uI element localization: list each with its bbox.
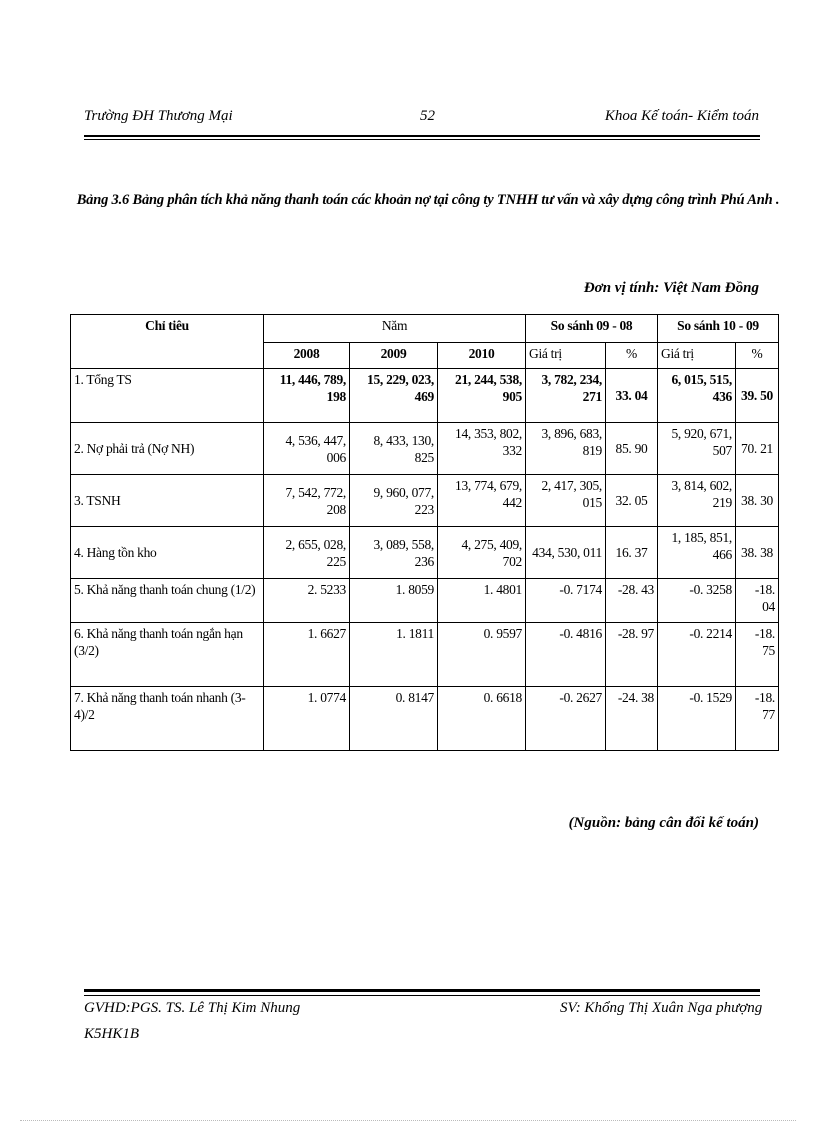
header-school: Trường ĐH Thương Mại bbox=[84, 108, 233, 124]
header-2008: 2008 bbox=[264, 343, 350, 369]
cell-pct-10-09: 38. 38 bbox=[736, 527, 779, 579]
cell-2008: 2. 5233 bbox=[264, 579, 350, 623]
table-row bbox=[71, 423, 779, 475]
cell-value-10-09: 6, 015, 515, 436 bbox=[658, 369, 736, 423]
header-year: Năm bbox=[264, 315, 526, 343]
table-row bbox=[71, 687, 779, 751]
cell-pct-09-08: 85. 90 bbox=[606, 423, 658, 475]
cell-value-10-09: 1, 185, 851, 466 bbox=[658, 527, 736, 579]
row-label: 7. Khả năng thanh toán nhanh (3-4)/2 bbox=[71, 687, 264, 751]
cell-2008: 1. 0774 bbox=[264, 687, 350, 751]
cell-value-09-08: 434, 530, 011 bbox=[526, 527, 606, 579]
row-label: 2. Nợ phải trả (Nợ NH) bbox=[71, 423, 264, 475]
row-label: 3. TSNH bbox=[71, 475, 264, 527]
cell-2010: 21, 244, 538, 905 bbox=[438, 369, 526, 423]
footer-supervisor: GVHD:PGS. TS. Lê Thị Kim Nhung bbox=[84, 1000, 301, 1016]
row-label: 1. Tổng TS bbox=[71, 369, 264, 423]
header-faculty: Khoa Kế toán- Kiểm toán bbox=[604, 108, 759, 124]
header-compare-10-09: So sánh 10 - 09 bbox=[658, 315, 779, 343]
header-value-09-08: Giá trị bbox=[526, 343, 606, 369]
table-row bbox=[71, 579, 779, 623]
table-row bbox=[71, 369, 779, 423]
cell-2010: 4, 275, 409, 702 bbox=[438, 527, 526, 579]
cell-value-09-08: 3, 896, 683, 819 bbox=[526, 423, 606, 475]
row-label: 4. Hàng tồn kho bbox=[71, 527, 264, 579]
cell-2008: 4, 536, 447, 006 bbox=[264, 423, 350, 475]
cell-pct-10-09: 39. 50 bbox=[736, 369, 779, 423]
cell-value-10-09: 5, 920, 671, 507 bbox=[658, 423, 736, 475]
cell-value-09-08: 3, 782, 234, 271 bbox=[526, 369, 606, 423]
row-label: 5. Khả năng thanh toán chung (1/2) bbox=[71, 579, 264, 623]
footer-student: SV: Khổng Thị Xuân Nga phượng bbox=[560, 1000, 763, 1016]
cell-value-10-09: -0. 3258 bbox=[658, 579, 736, 623]
cell-value-09-08: 2, 417, 305, 015 bbox=[526, 475, 606, 527]
cell-2009: 1. 1811 bbox=[350, 623, 438, 687]
cell-value-09-08: -0. 2627 bbox=[526, 687, 606, 751]
footer-rule-thin bbox=[84, 995, 760, 996]
header-2010: 2010 bbox=[438, 343, 526, 369]
unit-label: Đơn vị tính: Việt Nam Đồng bbox=[583, 280, 759, 296]
cell-2009: 3, 089, 558, 236 bbox=[350, 527, 438, 579]
cell-pct-09-08: -28. 97 bbox=[606, 623, 658, 687]
footer-rule bbox=[84, 989, 760, 992]
analysis-table bbox=[70, 314, 779, 751]
table-row bbox=[71, 475, 779, 527]
cell-value-09-08: -0. 7174 bbox=[526, 579, 606, 623]
cell-pct-10-09: 38. 30 bbox=[736, 475, 779, 527]
header-indicator: Chỉ tiêu bbox=[71, 315, 264, 369]
header-2009: 2009 bbox=[350, 343, 438, 369]
row-label: 6. Khả năng thanh toán ngắn hạn (3/2) bbox=[71, 623, 264, 687]
page-bottom-border bbox=[20, 1120, 796, 1121]
cell-2009: 0. 8147 bbox=[350, 687, 438, 751]
header-pct-10-09: % bbox=[736, 343, 779, 369]
source-note: (Nguồn: bảng cân đối kế toán) bbox=[568, 815, 759, 831]
cell-pct-09-08: 32. 05 bbox=[606, 475, 658, 527]
cell-2008: 11, 446, 789, 198 bbox=[264, 369, 350, 423]
cell-2010: 0. 9597 bbox=[438, 623, 526, 687]
cell-2008: 2, 655, 028, 225 bbox=[264, 527, 350, 579]
header-rule bbox=[84, 135, 760, 137]
cell-2010: 14, 353, 802, 332 bbox=[438, 423, 526, 475]
header-rule-thin bbox=[84, 139, 760, 140]
cell-pct-09-08: 33. 04 bbox=[606, 369, 658, 423]
header-compare-09-08: So sánh 09 - 08 bbox=[526, 315, 658, 343]
cell-2009: 15, 229, 023, 469 bbox=[350, 369, 438, 423]
cell-2008: 1. 6627 bbox=[264, 623, 350, 687]
cell-pct-09-08: -24. 38 bbox=[606, 687, 658, 751]
table-row bbox=[71, 623, 779, 687]
table-caption: Bảng 3.6 Bảng phân tích khả năng thanh toán các khoản nợ tại công ty TNHH tư vấn và xây dựng công trình Phú Anh . bbox=[76, 192, 780, 208]
cell-pct-10-09: -18. 04 bbox=[736, 579, 779, 623]
cell-2009: 8, 433, 130, 825 bbox=[350, 423, 438, 475]
cell-pct-09-08: -28. 43 bbox=[606, 579, 658, 623]
cell-pct-10-09: -18. 75 bbox=[736, 623, 779, 687]
cell-2010: 13, 774, 679, 442 bbox=[438, 475, 526, 527]
page-number: 52 bbox=[420, 108, 435, 124]
cell-2009: 9, 960, 077, 223 bbox=[350, 475, 438, 527]
cell-value-10-09: 3, 814, 602, 219 bbox=[658, 475, 736, 527]
header-value-10-09: Giá trị bbox=[658, 343, 736, 369]
footer-class: K5HK1B bbox=[84, 1026, 140, 1042]
cell-2010: 1. 4801 bbox=[438, 579, 526, 623]
cell-2009: 1. 8059 bbox=[350, 579, 438, 623]
cell-pct-10-09: 70. 21 bbox=[736, 423, 779, 475]
cell-value-10-09: -0. 1529 bbox=[658, 687, 736, 751]
cell-pct-10-09: -18. 77 bbox=[736, 687, 779, 751]
header-pct-09-08: % bbox=[606, 343, 658, 369]
cell-value-09-08: -0. 4816 bbox=[526, 623, 606, 687]
cell-2010: 0. 6618 bbox=[438, 687, 526, 751]
cell-2008: 7, 542, 772, 208 bbox=[264, 475, 350, 527]
table-row bbox=[71, 527, 779, 579]
cell-value-10-09: -0. 2214 bbox=[658, 623, 736, 687]
cell-pct-09-08: 16. 37 bbox=[606, 527, 658, 579]
